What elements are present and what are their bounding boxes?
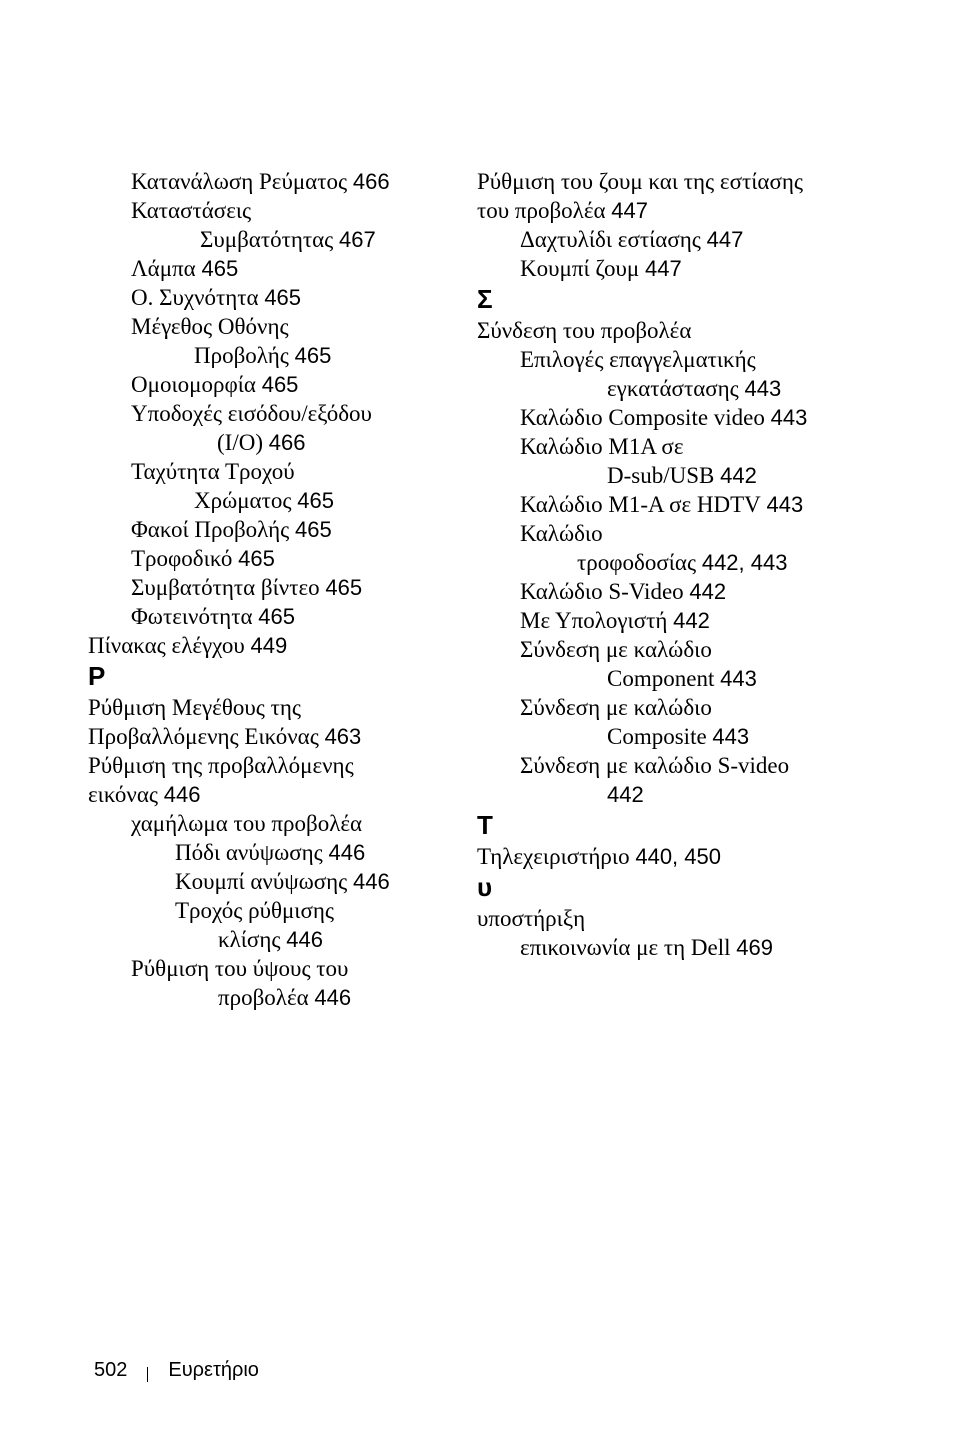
index-entry [477, 196, 877, 225]
index-entry-pages[interactable]: 443 [744, 376, 782, 401]
index-entry [88, 196, 458, 225]
index-entry-term: Μέγεθος Οθόνης [131, 314, 289, 339]
index-entry-term: Ο. Συχνότητα [131, 285, 259, 310]
index-entry [477, 461, 877, 490]
index-entry [88, 602, 458, 631]
index-entry [88, 954, 458, 983]
index-entry-pages[interactable]: 446 [328, 840, 366, 865]
index-entry-term: Κουμπί ζουμ [520, 256, 640, 281]
index-entry-term: Ταχύτητα Τροχού [131, 459, 295, 484]
index-entry [477, 842, 877, 871]
index-entry [477, 374, 877, 403]
index-entry [88, 838, 458, 867]
index-entry-pages[interactable]: 465 [264, 285, 302, 310]
index-entry-pages[interactable]: 465 [258, 604, 295, 629]
index-entry [88, 428, 458, 457]
index-entry [477, 635, 877, 664]
page-number: 502 [94, 1359, 128, 1381]
index-entry-pages[interactable]: 442 [720, 463, 757, 488]
index-entry-pages[interactable]: 465 [297, 488, 334, 513]
index-entry-term: Ρύθμιση του ύψους του [131, 956, 349, 981]
index-entry-pages[interactable]: 449 [250, 633, 288, 658]
index-entry-term: Composite [607, 724, 707, 749]
index-entry-pages[interactable]: 443 [766, 492, 804, 517]
index-entry [88, 167, 458, 196]
index-entry-term: Χρώματος [194, 488, 292, 513]
index-entry-term: Λάμπα [131, 256, 196, 281]
index-letter-heading: P [88, 661, 106, 691]
index-entry [477, 254, 877, 283]
index-entry [477, 664, 877, 693]
index-entry [88, 283, 458, 312]
index-entry [477, 345, 877, 374]
index-entry-term: εικόνας [88, 782, 158, 807]
index-entry-term: Συμβατότητα βίντεο [131, 575, 320, 600]
index-entry-term: Τηλεχειριστήριο [477, 844, 630, 869]
index-entry-term: Κουμπί ανύψωσης [175, 869, 348, 894]
index-letter-heading: Σ [477, 284, 493, 314]
index-entry [88, 254, 458, 283]
index-letter-heading: υ [477, 872, 493, 902]
index-entry [477, 693, 877, 722]
index-entry [88, 693, 458, 722]
index-entry-pages[interactable]: 465 [325, 575, 363, 600]
index-entry-term: Ρύθμιση του ζουμ και της εστίασης [477, 169, 803, 194]
index-entry-pages[interactable]: 443 [720, 666, 757, 691]
index-entry-term: Φωτεινότητα [131, 604, 253, 629]
index-entry-term: Δαχτυλίδι εστίασης [520, 227, 701, 252]
index-entry [88, 341, 458, 370]
index-entry [477, 751, 877, 780]
index-entry [477, 519, 877, 548]
index-entry-pages[interactable]: 465 [294, 343, 332, 368]
index-entry-term: Πίνακας ελέγχου [88, 633, 245, 658]
index-entry [88, 983, 458, 1012]
index-entry-term: Ομοιομορφία [131, 372, 256, 397]
index-entry [477, 167, 877, 196]
index-entry [477, 225, 877, 254]
index-entry-pages[interactable]: 446 [286, 927, 323, 952]
index-entry [88, 225, 458, 254]
index-entry-pages[interactable]: 466 [352, 169, 390, 194]
index-entry-pages[interactable]: 446 [353, 869, 390, 894]
index-entry-term: Καλώδιο Composite video [520, 405, 765, 430]
index-letter-heading: T [477, 810, 493, 840]
index-entry-pages[interactable]: 442 [689, 579, 727, 604]
index-entry-term: τροφοδοσίας [577, 550, 697, 575]
index-entry-term: Υποδοχές εισόδου/εξόδου [131, 401, 372, 426]
index-entry-term: Καλώδιο S-Video [520, 579, 684, 604]
index-entry [477, 577, 877, 606]
index-entry [88, 925, 458, 954]
index-entry-pages[interactable]: 465 [238, 546, 275, 571]
index-entry-term: Με Υπολογιστή [520, 608, 668, 633]
index-entry [477, 316, 877, 345]
index-entry [88, 544, 458, 573]
index-entry [88, 751, 458, 780]
section-name: Ευρετήριο [168, 1359, 259, 1381]
index-entry-pages[interactable]: 442 [673, 608, 710, 633]
index-entry [88, 631, 458, 660]
index-entry-term: Καταστάσεις [131, 198, 252, 223]
index-entry [477, 904, 877, 933]
index-entry [477, 722, 877, 751]
index-entry-term: Σύνδεση με καλώδιο [520, 695, 712, 720]
index-entry-term: επικοινωνία με τη Dell [520, 935, 731, 960]
index-entry [88, 312, 458, 341]
index-entry-term: Καλώδιο M1-A σε HDTV [520, 492, 761, 517]
index-entry [88, 399, 458, 428]
index-entry-term: Καλώδιο M1A σε [520, 434, 684, 459]
index-entry-pages[interactable]: 442, 443 [701, 550, 788, 575]
index-entry-term: Σύνδεση με καλώδιο S-video [520, 753, 790, 778]
index-entry-pages[interactable]: 465 [261, 372, 299, 397]
index-entry-term: εγκατάστασης [607, 376, 739, 401]
index-entry-term: Ρύθμιση της προβαλλόμενης [88, 753, 354, 778]
index-entry-pages[interactable]: 447 [706, 227, 744, 252]
index-entry [88, 780, 458, 809]
page-footer [94, 1356, 259, 1384]
index-entry-term: χαμήλωμα του προβολέα [131, 811, 363, 836]
index-entry [477, 606, 877, 635]
index-entry-term: Ρύθμιση Μεγέθους της [88, 695, 301, 720]
index-entry-pages[interactable]: 466 [268, 430, 306, 455]
index-entry-term: υποστήριξη [477, 906, 586, 931]
index-entry-pages[interactable]: 469 [736, 935, 773, 960]
index-entry-pages[interactable]: 446 [163, 782, 201, 807]
index-entry-pages[interactable]: 443 [770, 405, 808, 430]
index-entry-term: Component [607, 666, 715, 691]
index-entry-term: D-sub/USB [607, 463, 715, 488]
index-entry-pages[interactable]: 447 [611, 198, 649, 223]
index-entry-term: Καλώδιο [520, 521, 603, 546]
index-entry [88, 370, 458, 399]
index-entry [88, 867, 458, 896]
index-entry-term: Επιλογές επαγγελματικής [520, 347, 756, 372]
index-column-left [88, 167, 458, 1012]
index-entry [477, 432, 877, 461]
index-entry-term: Προβολής [194, 343, 289, 368]
index-entry [477, 780, 877, 809]
index-entry-pages[interactable]: 443 [712, 724, 750, 749]
index-entry-term: Συμβατότητας [200, 227, 334, 252]
index-entry [477, 490, 877, 519]
index-entry [88, 515, 458, 544]
index-entry-pages[interactable]: 465 [201, 256, 239, 281]
index-entry-pages[interactable]: 465 [295, 517, 332, 542]
index-entry [477, 403, 877, 432]
index-entry [88, 486, 458, 515]
index-entry-pages[interactable]: 463 [324, 724, 362, 749]
index-entry-pages[interactable]: 442 [607, 782, 644, 807]
index-entry-pages[interactable]: 440, 450 [635, 844, 721, 869]
index-entry-term: κλίσης [218, 927, 281, 952]
index-entry [477, 548, 877, 577]
index-entry-term: Σύνδεση του προβολέα [477, 318, 692, 343]
index-entry-term: Σύνδεση με καλώδιο [520, 637, 712, 662]
index-entry [88, 573, 458, 602]
index-entry-term: Τροφοδικό [131, 546, 233, 571]
index-entry [88, 457, 458, 486]
index-entry-term: Κατανάλωση Ρεύματος [131, 169, 348, 194]
index-entry-pages[interactable]: 447 [645, 256, 682, 281]
index-entry [88, 809, 458, 838]
index-entry-term: (I/O) [217, 430, 263, 455]
index-entry [88, 896, 458, 925]
index-column-right [477, 167, 877, 962]
index-entry-term: Τροχός ρύθμισης [175, 898, 335, 923]
index-entry-pages[interactable]: 446 [314, 985, 352, 1010]
index-entry [477, 933, 877, 962]
index-entry [88, 722, 458, 751]
index-entry-term: του προβολέα [477, 198, 606, 223]
index-entry-term: Προβαλλόμενης Εικόνας [88, 724, 319, 749]
index-entry-term: Πόδι ανύψωσης [175, 840, 323, 865]
index-entry-pages[interactable]: 467 [339, 227, 376, 252]
index-entry-term: Φακοί Προβολής [131, 517, 290, 542]
footer-divider [147, 1367, 148, 1382]
index-entry-term: προβολέα [218, 985, 309, 1010]
